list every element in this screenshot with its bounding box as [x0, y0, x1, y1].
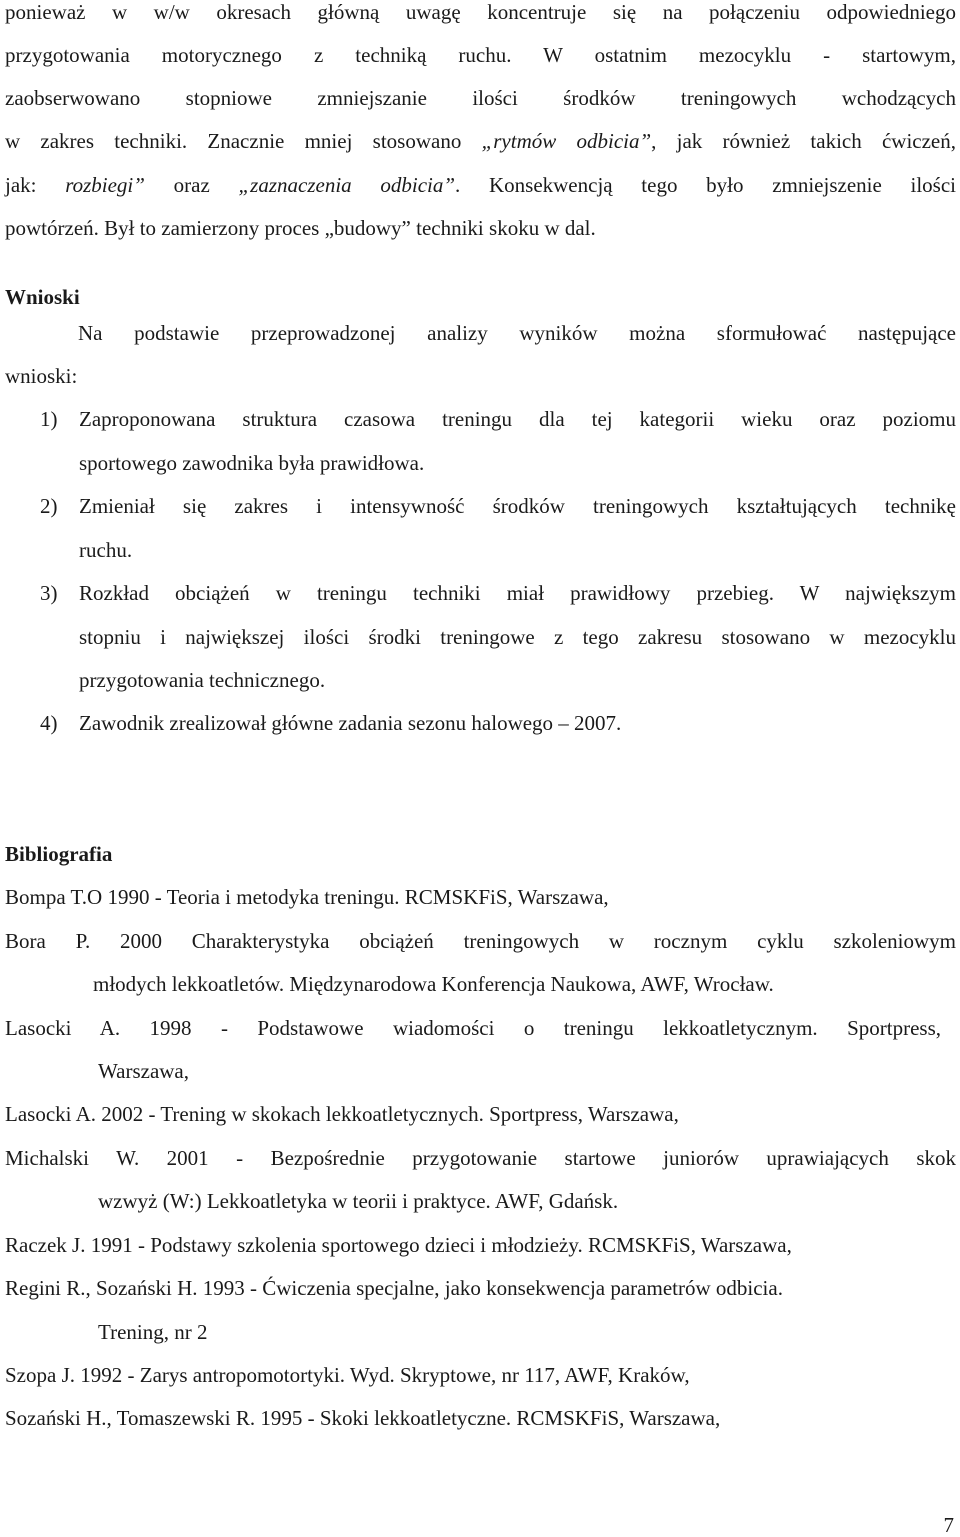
conclusions-lead-line-1: Na podstawie przeprowadzonej analizy wyników można sformułować następujące [78, 321, 956, 345]
intro-line-5-italic-2: „zaznaczenia odbicia” [238, 173, 456, 197]
conclusion-1-line-1: Zaproponowana struktura czasowa treningu dla tej kategorii wieku oraz poziomu [79, 407, 956, 431]
intro-line-4-italic: „rytmów odbicia” [481, 129, 652, 153]
bib-entry-4-line-1: Lasocki A. 2002 - Trening w skokach lekkoatletycznych. Sportpress, Warszawa, [5, 1102, 679, 1126]
intro-line-1: ponieważ w w/w okresach główną uwagę koncentruje się na połączeniu odpowiedniego [5, 0, 956, 24]
bib-entry-8-line-1: Szopa J. 1992 - Zarys antropomotortyki. Wyd. Skryptowe, nr 117, AWF, Kraków, [5, 1363, 690, 1387]
conclusion-3-number: 3) [40, 581, 58, 605]
bib-entry-2-line-1: Bora P. 2000 Charakterystyka obciążeń treningowych w rocznym cyklu szkoleniowym [5, 929, 956, 953]
bib-entry-6-line-1: Raczek J. 1991 - Podstawy szkolenia sportowego dzieci i młodzieży. RCMSKFiS, Warszawa, [5, 1233, 792, 1257]
intro-line-6: powtórzeń. Był to zamierzony proces „budowy” techniki skoku w dal. [5, 216, 596, 240]
bib-entry-7-line-1: Regini R., Sozański H. 1993 - Ćwiczenia specjalne, jako konsekwencja parametrów odbicia. [5, 1276, 783, 1300]
intro-line-2: przygotowania motorycznego z techniką ruchu. W ostatnim mezocyklu - startowym, [5, 43, 956, 67]
bib-entry-5-line-2: wzwyż (W:) Lekkoatletyka w teorii i praktyce. AWF, Gdańsk. [98, 1189, 619, 1213]
intro-line-5-text-m: oraz [144, 173, 239, 197]
conclusion-1-line-2: sportowego zawodnika była prawidłowa. [79, 451, 425, 475]
conclusion-4-line-1: Zawodnik zrealizował główne zadania sezonu halowego – 2007. [79, 711, 622, 735]
bib-entry-1-line-1: Bompa T.O 1990 - Teoria i metodyka treningu. RCMSKFiS, Warszawa, [5, 885, 609, 909]
bib-entry-3-line-1: Lasocki A. 1998 - Podstawowe wiadomości o treningu lekkoatletycznym. Sportpress, [5, 1016, 941, 1040]
conclusion-1-number: 1) [40, 407, 58, 431]
intro-line-5-text-a: jak: [5, 173, 66, 197]
bib-entry-9-line-1: Sozański H., Tomaszewski R. 1995 - Skoki lekkoatletyczne. RCMSKFiS, Warszawa, [5, 1406, 721, 1430]
intro-line-3: zaobserwowano stopniowe zmniejszanie ilości środków treningowych wchodzących [5, 86, 956, 110]
conclusion-4-number: 4) [40, 711, 58, 735]
conclusion-2-line-1: Zmieniał się zakres i intensywność środków treningowych kształtujących technikę [79, 494, 956, 518]
intro-line-5-italic-1: rozbiegi” [65, 173, 145, 197]
intro-line-4 [5, 129, 956, 153]
conclusion-3-line-3: przygotowania technicznego. [79, 668, 326, 692]
intro-line-5-text-b: . Konsekwencją tego było zmniejszenie ilości [455, 173, 957, 197]
bibliography-heading: Bibliografia [5, 842, 113, 866]
bib-entry-3-line-2: Warszawa, [98, 1059, 190, 1083]
bib-entry-5-line-1: Michalski W. 2001 - Bezpośrednie przygotowanie startowe juniorów uprawiających skok [5, 1146, 956, 1170]
intro-line-5 [5, 173, 956, 197]
bib-entry-7-line-2: Trening, nr 2 [98, 1320, 208, 1344]
conclusions-heading: Wnioski [5, 285, 80, 309]
conclusion-2-number: 2) [40, 494, 58, 518]
conclusions-lead-line-2: wnioski: [5, 364, 78, 388]
conclusion-2-line-2: ruchu. [79, 538, 133, 562]
page-number: 7 [943, 1513, 954, 1537]
bib-entry-2-line-2: młodych lekkoatletów. Międzynarodowa Konferencja Naukowa, AWF, Wrocław. [93, 972, 774, 996]
intro-line-4-text-a: w zakres techniki. Znacznie mniej stosowano [5, 129, 482, 153]
conclusion-3-line-1: Rozkład obciążeń w treningu techniki miał prawidłowy przebieg. W największym [79, 581, 956, 605]
conclusion-3-line-2: stopniu i największej ilości środki treningowe z tego zakresu stosowano w mezocyklu [79, 625, 956, 649]
intro-line-4-text-b: , jak również takich ćwiczeń, [651, 129, 956, 153]
